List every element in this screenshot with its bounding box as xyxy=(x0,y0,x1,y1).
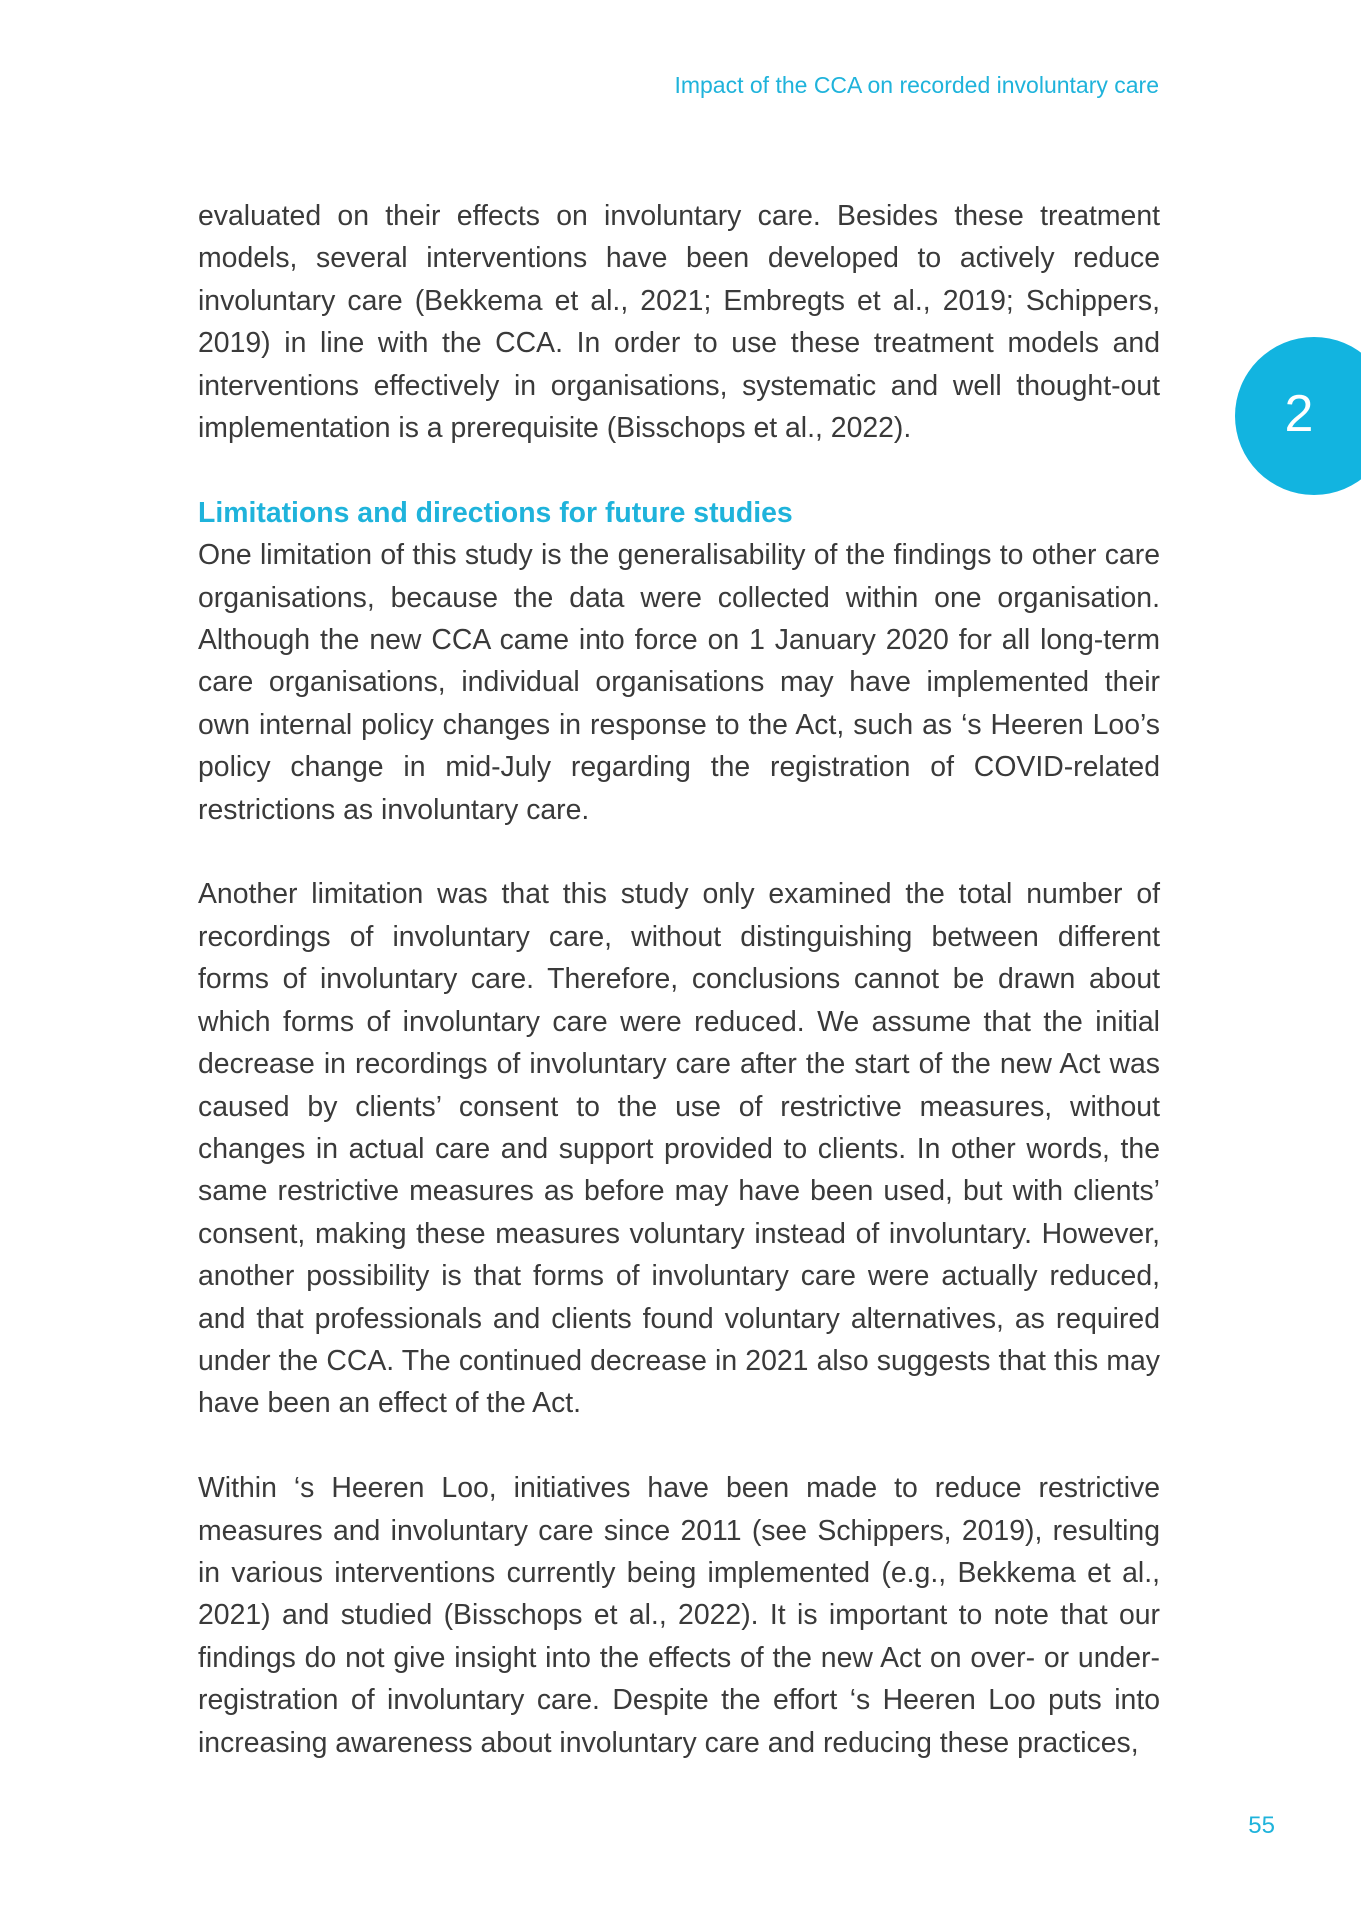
paragraph-spacer xyxy=(198,449,1160,491)
body-paragraph-4: Within ‘s Heeren Loo, initiatives have been made to reduce restrictive measures and involuntary care since 2011 (see Schippers, 2019), resulting in various interventions currently being implemented (e.g., Bekkema et al., 2021) and studied (Bisschops et al., 2022). It is important to note that our findings do not give insight into the effects of the new Act on over- or under-registration of involuntary care. Despite the effort ‘s Heeren Loo puts into increasing awareness about involuntary care and reducing these practices, xyxy=(198,1472,1160,1759)
chapter-number: 2 xyxy=(1284,385,1314,443)
page-number: 55 xyxy=(1248,1812,1275,1839)
body-paragraph-1: evaluated on their effects on involuntary care. Besides these treatment models, several interventions have been developed to actively reduce involuntary care (Bekkema et al., 2021; Embregts et al., 2019; Schippers, 2019) in line with the CCA. In order to use these treatment models and interventions effectively in organisations, systematic and well thought-out implementation is a prerequisite (Bisschops et al., 2022). xyxy=(198,200,1160,445)
paragraph-spacer xyxy=(198,1425,1160,1467)
body-paragraph-3: Another limitation was that this study only examined the total number of recordings of involuntary care, without distinguishing between different forms of involuntary care. Therefore, conclusions cannot be drawn about which forms of involuntary care were reduced. We assume that the initial decrease in recordings of involuntary care after the start of the new Act was caused by clients’ consent to the use of restrictive measures, without changes in actual care and support provided to clients. In other words, the same restrictive measures as before may have been used, but with clients’ consent, making these measures voluntary instead of involuntary. However, another possibility is that forms of involuntary care were actually reduced, and that professionals and clients found voluntary alternatives, as required under the CCA. The continued decrease in 2021 also suggests that this may have been an effect of the Act. xyxy=(198,878,1160,1420)
section-heading: Limitations and directions for future studies xyxy=(198,496,793,529)
body-paragraph-2: One limitation of this study is the generalisability of the findings to other care organisations, because the data were collected within one organisation. Although the new CCA came into force on 1 January 2020 for all long-term care organisations, individual organisations may have implemented their own internal policy changes in response to the Act, such as ‘s Heeren Loo’s policy change in mid-July regarding the registration of COVID-related restrictions as involuntary care. xyxy=(198,539,1160,826)
paragraph-spacer xyxy=(198,831,1160,873)
text-column xyxy=(198,195,1160,1764)
running-header: Impact of the CCA on recorded involuntary care xyxy=(674,72,1159,98)
